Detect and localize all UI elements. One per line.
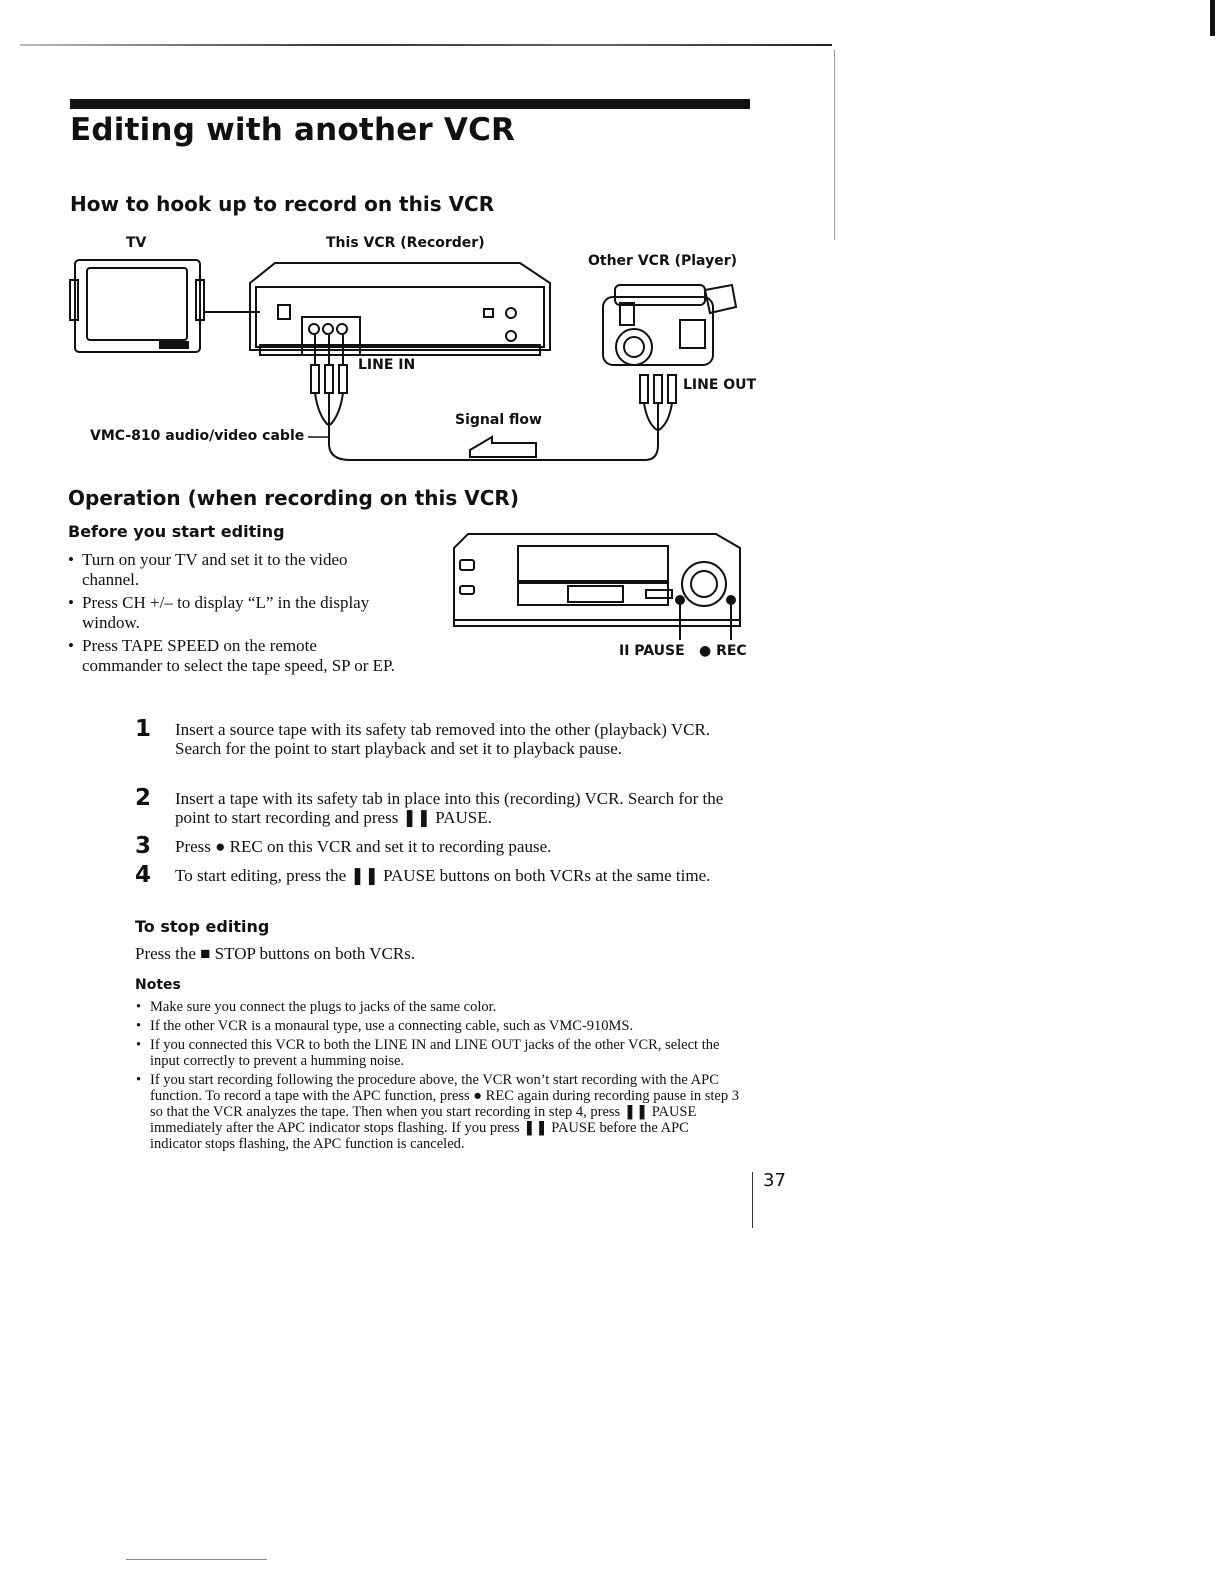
step-1 [135,716,735,758]
title-rule [70,99,750,109]
pause-label: II PAUSE [619,643,685,659]
corner-mark [1210,0,1215,36]
bottom-rule [126,1559,267,1560]
line-in-plugs [311,335,347,425]
stop-heading: To stop editing [135,917,270,936]
step-text: Insert a tape with its safety tab in place into this (recording) VCR. Search for the point to start recording and press ❚❚ PAUSE. [175,789,724,827]
list-item: • If you connected this VCR to both the LINE IN and LINE OUT jacks of the other VCR, select the input correctly to prevent a humming noise. [136,1037,742,1069]
signal-flow-label: Signal flow [455,412,542,428]
notes-list [136,999,742,1155]
line-out-plugs [640,375,676,430]
stop-text: Press the ■ STOP buttons on both VCRs. [135,944,416,963]
operation-heading: Operation (when recording on this VCR) [68,486,519,510]
list-item: • Press CH +/– to display “L” in the display window. [68,593,398,633]
page-number-rule [752,1172,753,1228]
before-list [68,550,398,679]
line-in-label: LINE IN [358,357,416,373]
recorder-label: This VCR (Recorder) [326,235,485,251]
list-item: • Make sure you connect the plugs to jacks of the same color. [136,999,742,1015]
step-number: 1 [135,716,152,742]
list-item: • If the other VCR is a monaural type, use a connecting cable, such as VMC-910MS. [136,1018,742,1034]
step-number: 2 [135,785,152,811]
page-number: 37 [763,1170,786,1191]
line-out-label: LINE OUT [683,377,757,393]
list-item: • Turn on your TV and set it to the video channel. [68,550,398,590]
signal-flow-arrow [470,437,536,457]
notes-heading: Notes [135,977,181,993]
step-text: Press ● REC on this VCR and set it to recording pause. [175,837,552,856]
page-title: Editing with another VCR [70,112,516,148]
player-camcorder-illustration [603,285,736,365]
step-3 [135,833,735,859]
step-number: 4 [135,862,152,888]
step-4 [135,862,735,888]
list-item: • Press TAPE SPEED on the remote commander to select the tape speed, SP or EP. [68,636,398,676]
list-item: • If you start recording following the procedure above, the VCR won’t start recording with the APC function. To record a tape with the APC function, press ● REC again during recording pause in step 3 so that the VCR analyzes the tape. Then when you start recording in step 4, press ❚❚ PAUSE immediately after the APC indicator stops flashing. If you press ❚❚ PAUSE before the APC indicator stops flashing, the APC function is canceled. [136,1072,742,1152]
before-heading: Before you start editing [68,522,285,541]
step-2 [135,785,735,827]
rec-label: ● REC [699,643,747,659]
recorder-vcr-illustration [250,263,550,355]
front-vcr-diagram [448,528,748,648]
step-text: To start editing, press the ❚❚ PAUSE buttons on both VCRs at the same time. [175,866,711,885]
hookup-heading: How to hook up to record on this VCR [70,192,495,216]
tv-label: TV [126,235,147,251]
margin-rule [834,50,835,240]
step-number: 3 [135,833,152,859]
tv-illustration [70,260,204,352]
step-text: Insert a source tape with its safety tab removed into the other (playback) VCR. Search for the point to start playback and set it to playback pause. [175,720,711,758]
scan-noise-top [20,44,832,46]
player-label: Other VCR (Player) [588,253,737,269]
cable-label: VMC-810 audio/video cable [90,428,305,444]
